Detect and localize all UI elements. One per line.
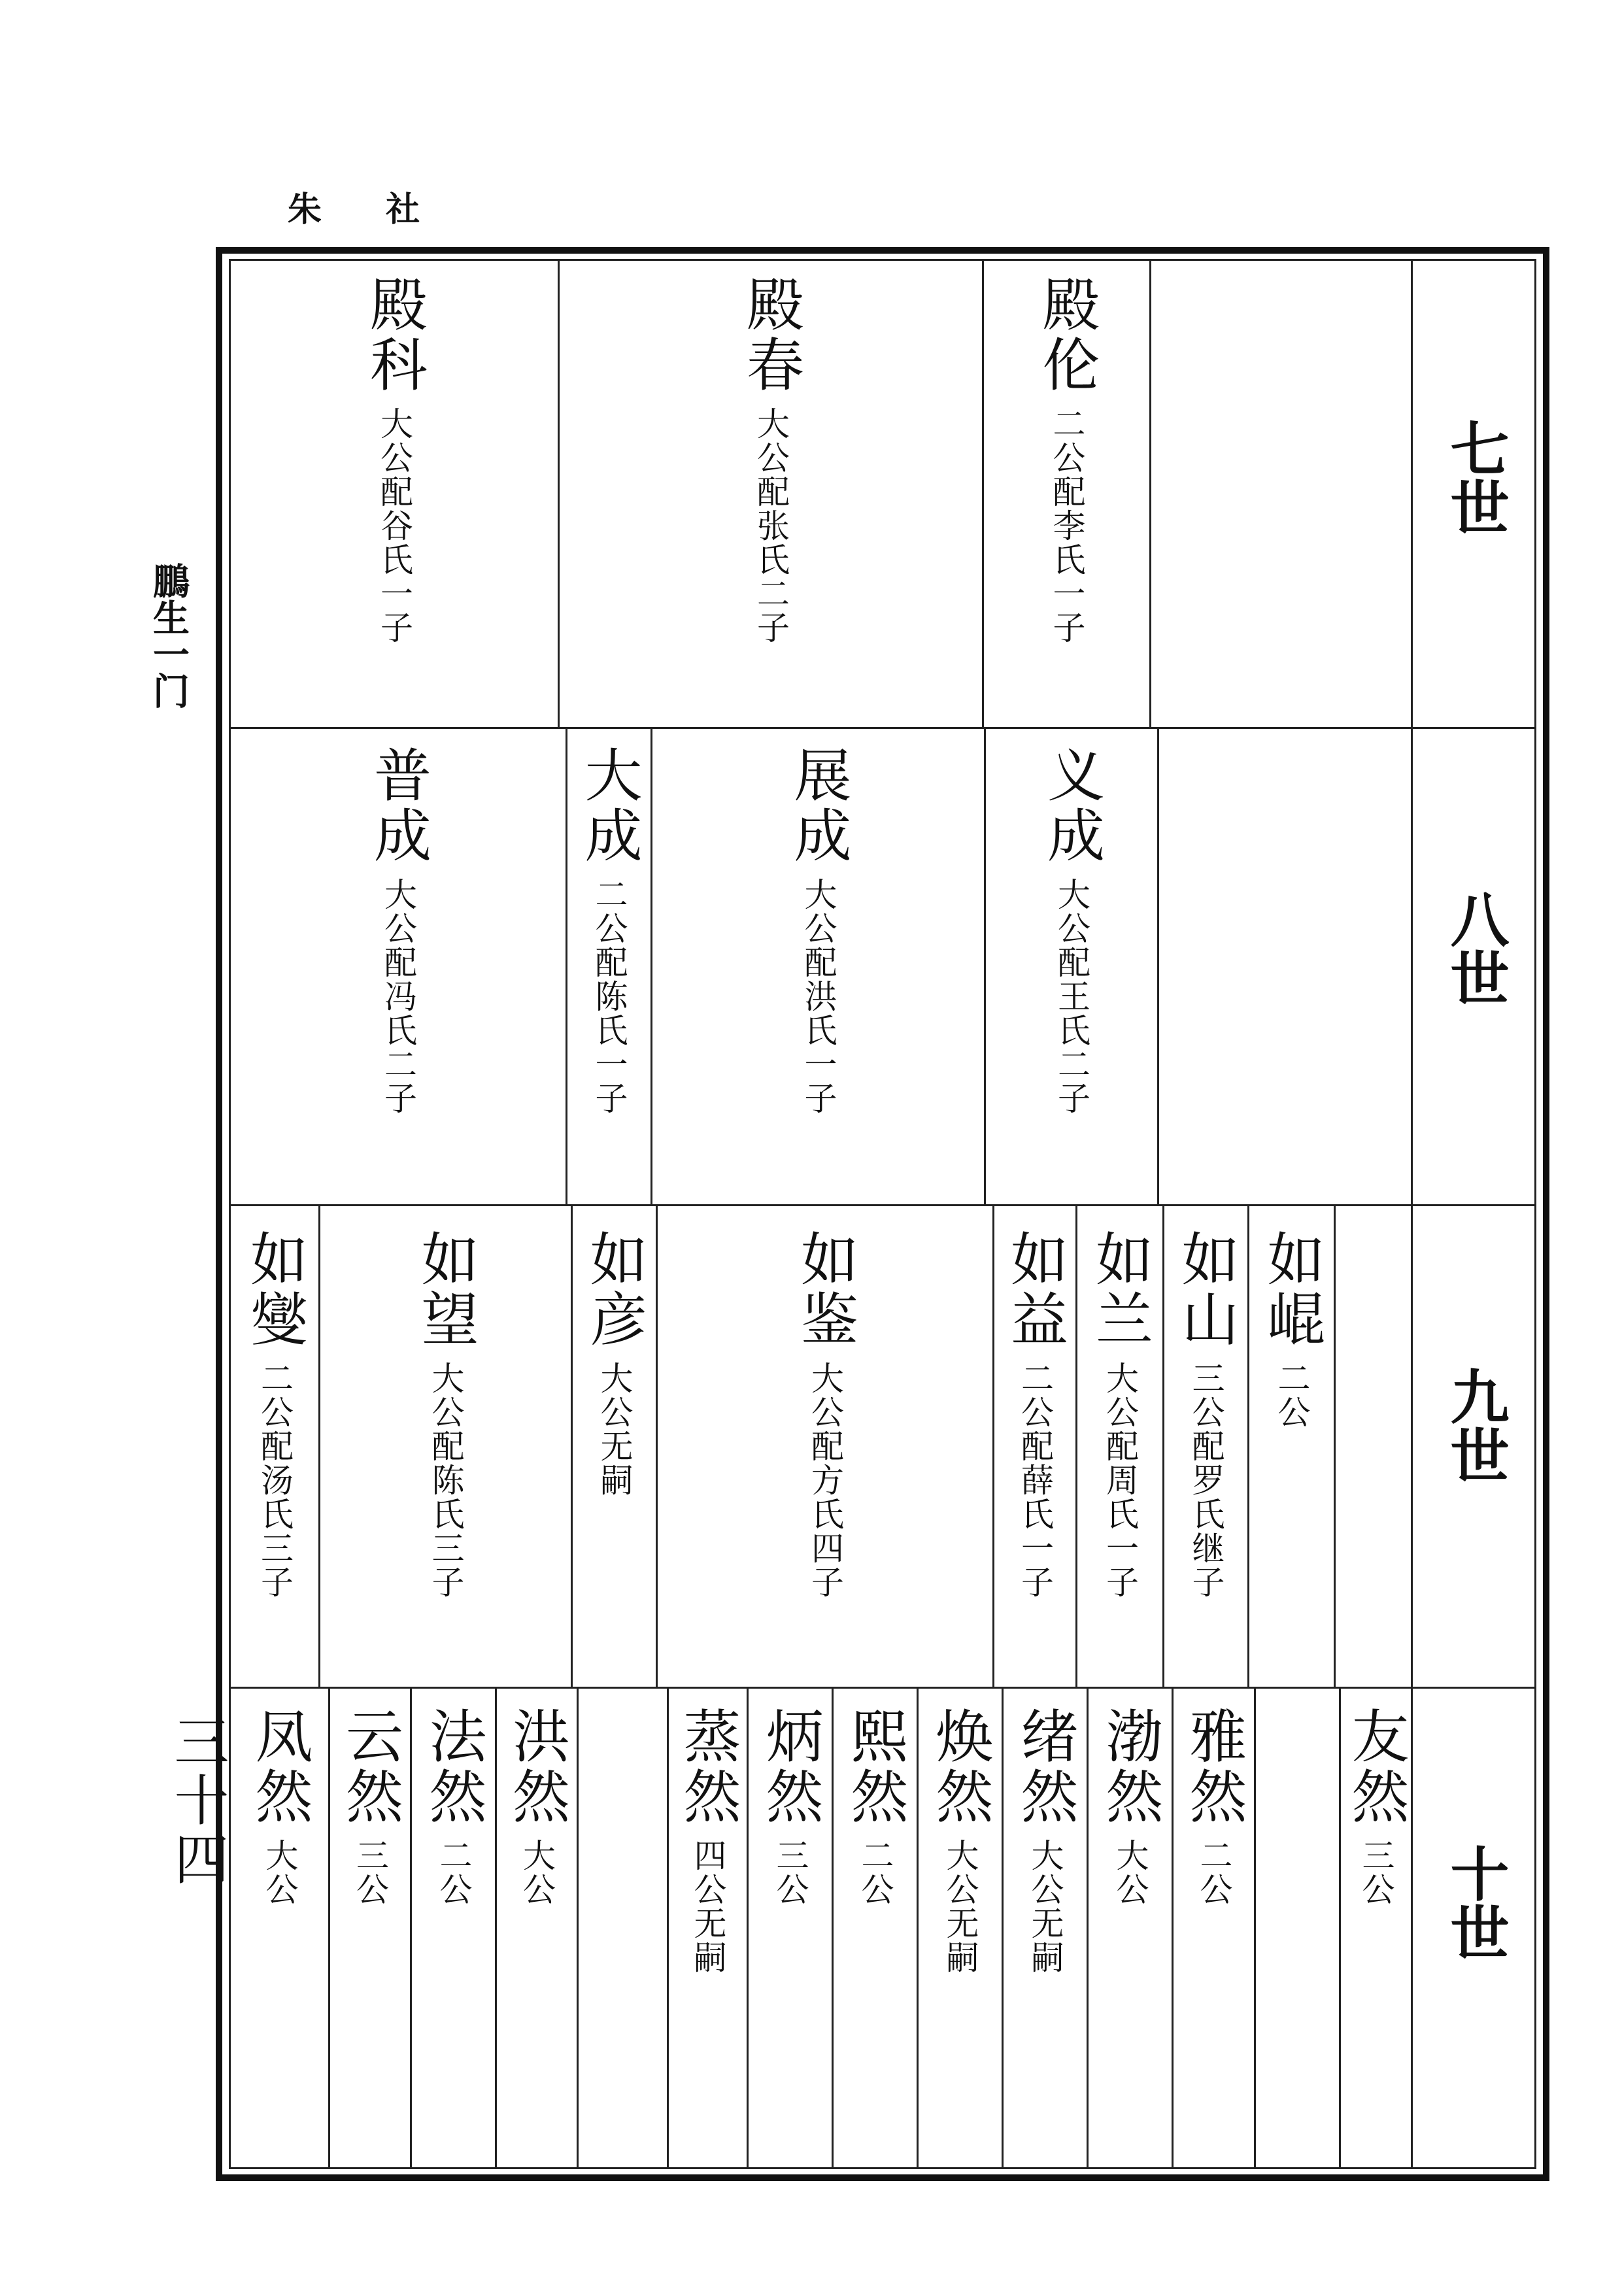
person-name: 如崐	[1258, 1229, 1326, 1349]
person-name: 如山	[1172, 1229, 1240, 1349]
person-entry	[652, 745, 984, 1115]
person-entry	[231, 275, 558, 645]
person-entry	[1174, 1706, 1254, 1906]
person-name: 渤然	[1096, 1706, 1164, 1827]
person-name: 炳然	[756, 1706, 824, 1827]
person-entry	[1341, 1706, 1411, 1906]
person-name: 如望	[412, 1229, 480, 1349]
person-entry	[497, 1706, 577, 1906]
row-divider	[229, 1204, 1536, 1206]
person-entry	[573, 1229, 656, 1497]
person-name: 绪然	[1011, 1706, 1079, 1827]
page-number: 三十四	[165, 1713, 229, 1889]
person-entry	[1077, 1229, 1162, 1599]
person-note: 三公配罗氏继子	[1187, 1361, 1225, 1599]
generation-label-10: 十世	[1440, 1844, 1510, 1961]
person-entry	[669, 1706, 747, 1974]
person-name: 云然	[337, 1706, 404, 1827]
generation-label-7: 七世	[1440, 418, 1510, 536]
person-entry	[1089, 1706, 1172, 1906]
generation-label-8: 八世	[1440, 889, 1510, 1007]
page-header: 朱 社	[288, 190, 447, 229]
person-note: 二公配薛氏一子	[1016, 1361, 1054, 1599]
person-note: 四公无嗣	[688, 1838, 727, 1974]
person-entry	[560, 275, 982, 645]
person-entry	[994, 1229, 1075, 1599]
person-entry	[567, 745, 650, 1115]
person-name: 如燮	[241, 1229, 309, 1349]
person-name: 熙然	[841, 1706, 909, 1827]
person-note: 大公无嗣	[595, 1361, 634, 1497]
person-note: 大公	[518, 1838, 556, 1906]
person-name: 大成	[575, 745, 643, 866]
person-name: 如鉴	[792, 1229, 859, 1349]
person-entry	[330, 1706, 410, 1906]
person-note: 二公	[1194, 1838, 1233, 1906]
person-note: 二公配汤氏三子	[256, 1361, 294, 1599]
person-name: 义成	[1038, 745, 1106, 866]
cell-divider	[1149, 259, 1151, 727]
person-entry	[1004, 1706, 1087, 1974]
row-divider	[229, 727, 1536, 729]
person-note: 三公	[771, 1838, 809, 1906]
person-entry	[1164, 1229, 1247, 1599]
person-entry	[984, 275, 1149, 645]
cell-divider	[577, 1687, 579, 2169]
person-entry	[834, 1706, 917, 1906]
person-entry	[231, 1706, 328, 1906]
cell-divider	[1334, 1204, 1336, 1687]
person-note: 大公配方氏四子	[806, 1361, 844, 1599]
person-note: 二公	[434, 1838, 473, 1906]
person-name: 蒸然	[674, 1706, 742, 1827]
person-note: 三公	[1357, 1838, 1395, 1906]
person-name: 殿春	[737, 275, 805, 395]
person-name: 殿伦	[1033, 275, 1101, 395]
person-name: 雅然	[1180, 1706, 1248, 1827]
person-note: 大公配陈氏三子	[426, 1361, 465, 1599]
person-entry	[231, 745, 566, 1115]
person-entry	[231, 1229, 318, 1599]
person-name: 殿科	[361, 275, 428, 395]
person-note: 二公	[1272, 1361, 1311, 1429]
person-name: 洪然	[503, 1706, 571, 1827]
person-entry	[1249, 1229, 1334, 1429]
person-note: 二公	[856, 1838, 894, 1906]
person-entry	[919, 1706, 1002, 1974]
person-name: 如兰	[1087, 1229, 1154, 1349]
person-note: 大公配周氏一子	[1101, 1361, 1139, 1599]
person-name: 焕然	[926, 1706, 994, 1827]
person-entry	[412, 1706, 495, 1906]
person-note: 大公	[1111, 1838, 1149, 1906]
person-name: 法然	[420, 1706, 488, 1827]
person-entry	[658, 1229, 992, 1599]
side-label: 鵬生一门	[147, 562, 190, 709]
person-note: 二公配李氏一子	[1047, 407, 1086, 645]
person-note: 大公配冯氏二子	[379, 877, 417, 1115]
person-name: 凤然	[246, 1706, 314, 1827]
cell-divider	[1157, 727, 1159, 1204]
person-note: 三公	[351, 1838, 389, 1906]
person-entry	[986, 745, 1157, 1115]
person-entry	[320, 1229, 571, 1599]
person-note: 大公配王氏二子	[1053, 877, 1090, 1115]
person-name: 普成	[365, 745, 432, 866]
cell-divider	[1254, 1687, 1256, 2169]
person-name: 如益	[1002, 1229, 1069, 1349]
generation-label-9: 九世	[1440, 1366, 1510, 1484]
person-entry	[749, 1706, 832, 1906]
person-name: 展成	[785, 745, 853, 866]
person-note: 大公	[260, 1838, 299, 1906]
person-name: 如彦	[581, 1229, 649, 1349]
person-name: 友然	[1342, 1706, 1410, 1827]
person-note: 大公配洪氏一子	[799, 877, 837, 1115]
person-note: 大公无嗣	[941, 1838, 979, 1974]
person-note: 大公无嗣	[1026, 1838, 1064, 1974]
person-note: 大公配谷氏一子	[375, 407, 413, 645]
person-note: 二公配陈氏一子	[590, 877, 628, 1115]
person-note: 大公配张氏二子	[752, 407, 790, 645]
